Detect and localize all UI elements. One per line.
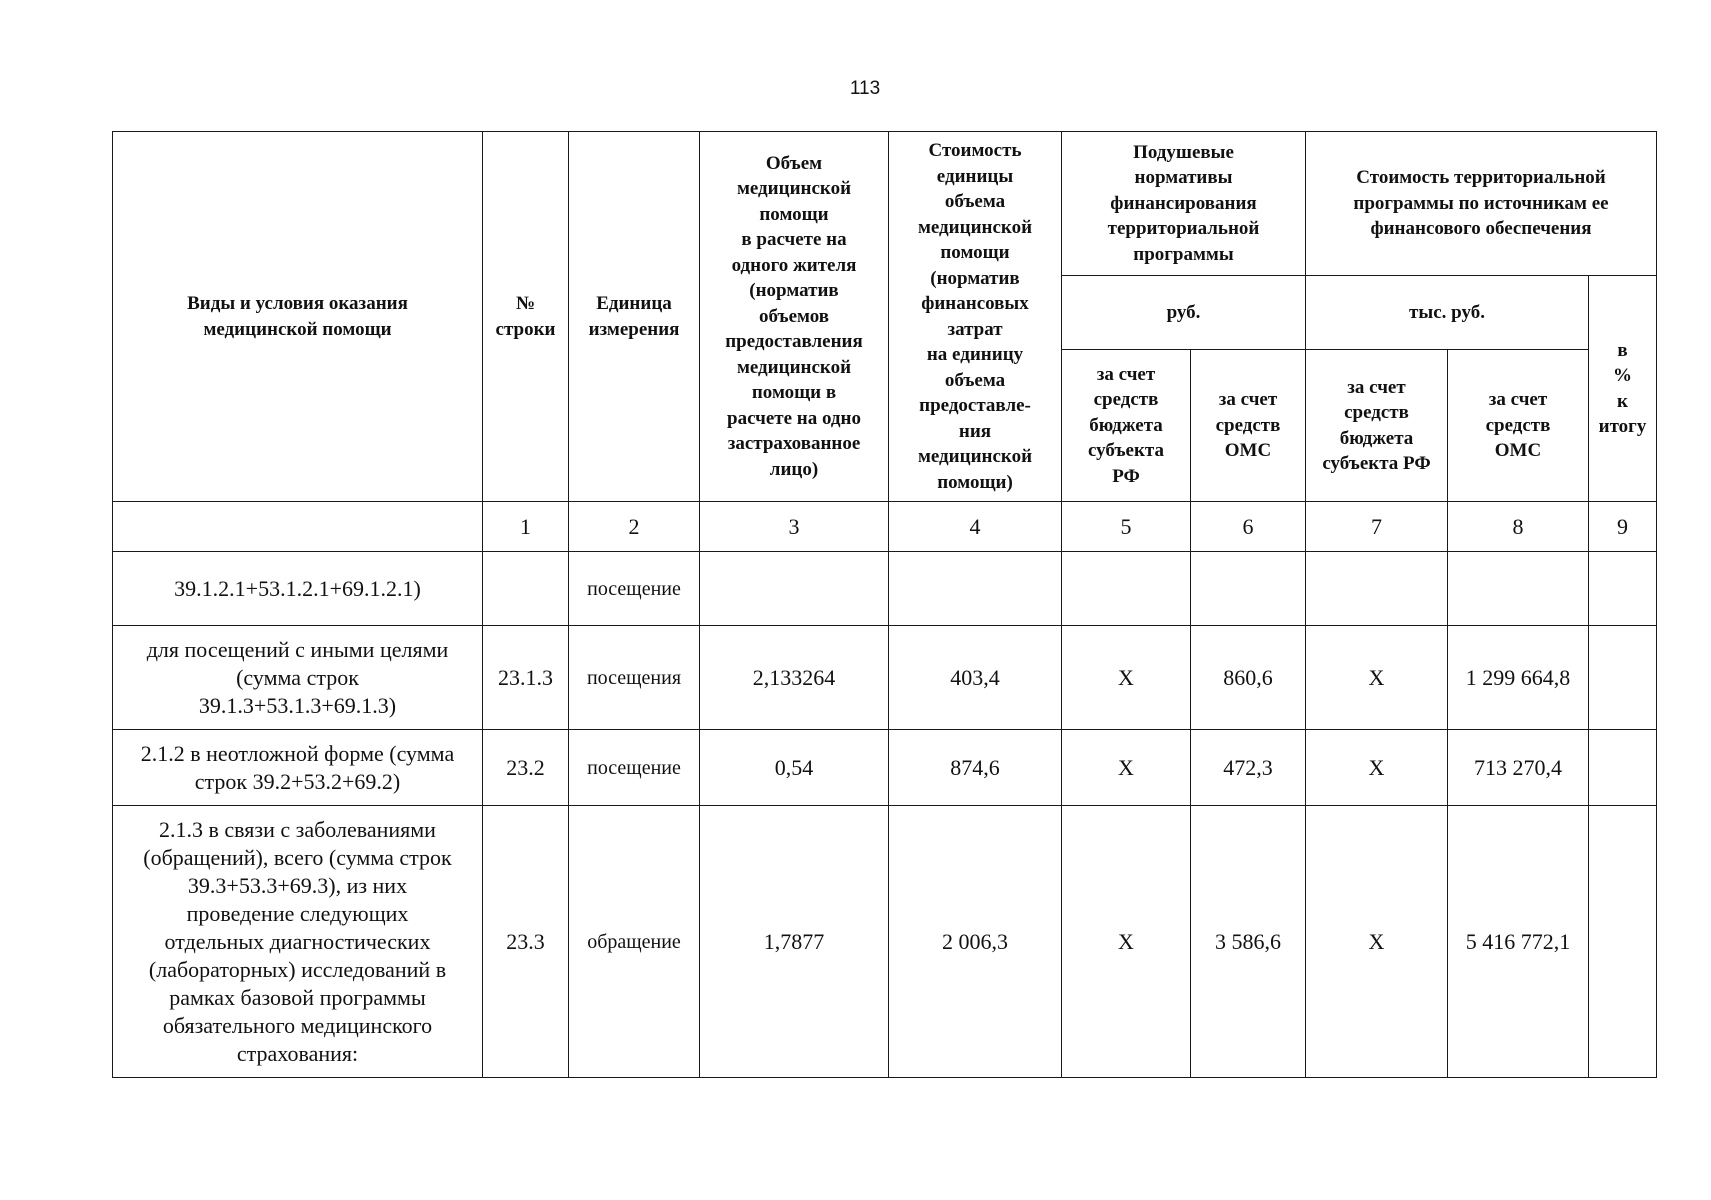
header-rub: руб.: [1062, 276, 1306, 350]
cell-oms: [1191, 552, 1306, 626]
column-number: 2: [569, 502, 700, 552]
cell-budget-rf: X: [1062, 730, 1191, 806]
table-row: [113, 552, 1657, 626]
cell-row-number: 23.3: [483, 806, 569, 1078]
cell-oms-2: 1 299 664,8: [1448, 626, 1589, 730]
program-cost-table: [112, 131, 1657, 1078]
column-number: 5: [1062, 502, 1191, 552]
cell-percent: [1589, 626, 1657, 730]
header-unit-cost: Стоимость единицы объема медицинской помощи (норматив финансовых затрат на единицу объема предоставле- ния медицинской помощи): [889, 132, 1062, 502]
cell-oms-2: 5 416 772,1: [1448, 806, 1589, 1078]
table-row: [113, 626, 1657, 730]
header-per-capita: Подушевые нормативы финансирования территориальной программы: [1062, 132, 1306, 276]
column-numbers-row: [113, 502, 1657, 552]
cell-percent: [1589, 730, 1657, 806]
cell-budget-rf-2: X: [1306, 806, 1448, 1078]
header-thous-rub: тыс. руб.: [1306, 276, 1589, 350]
cell-unit-cost: [889, 552, 1062, 626]
cell-unit-cost: 874,6: [889, 730, 1062, 806]
header-volume: Объем медицинской помощи в расчете на одного жителя (норматив объемов предоставления медицинской помощи в расчете на одно застрахованное лицо): [700, 132, 889, 502]
cell-unit-cost: 2 006,3: [889, 806, 1062, 1078]
cell-kind: 2.1.3 в связи с заболеваниями (обращений), всего (сумма строк 39.3+53.3+69.3), из них проведение следующих отдельных диагностических (лабораторных) исследований в рамках базовой программы обязательного медицинского страхования:: [113, 806, 483, 1078]
cell-row-number: 23.1.3: [483, 626, 569, 730]
column-number: 3: [700, 502, 889, 552]
column-number: 9: [1589, 502, 1657, 552]
column-number: 8: [1448, 502, 1589, 552]
cell-oms: 3 586,6: [1191, 806, 1306, 1078]
cell-budget-rf: [1062, 552, 1191, 626]
cell-unit: посещения: [569, 626, 700, 730]
cell-oms-2: [1448, 552, 1589, 626]
cell-volume: 1,7877: [700, 806, 889, 1078]
cell-kind: для посещений с иными целями (сумма строк 39.1.3+53.1.3+69.1.3): [113, 626, 483, 730]
table-row: [113, 730, 1657, 806]
header-program-cost: Стоимость территориальной программы по источникам ее финансового обеспечения: [1306, 132, 1657, 276]
cell-percent: [1589, 552, 1657, 626]
cell-row-number: [483, 552, 569, 626]
cell-budget-rf-2: X: [1306, 626, 1448, 730]
cell-budget-rf: X: [1062, 626, 1191, 730]
cell-kind: 2.1.2 в неотложной форме (сумма строк 39.2+53.2+69.2): [113, 730, 483, 806]
header-budget-rf: за счет средств бюджета субъекта РФ: [1062, 350, 1191, 502]
cell-budget-rf: X: [1062, 806, 1191, 1078]
cell-kind: 39.1.2.1+53.1.2.1+69.1.2.1): [113, 552, 483, 626]
column-number: 7: [1306, 502, 1448, 552]
cell-row-number: 23.2: [483, 730, 569, 806]
cell-volume: 2,133264: [700, 626, 889, 730]
cell-oms: 472,3: [1191, 730, 1306, 806]
cell-volume: [700, 552, 889, 626]
column-number: [113, 502, 483, 552]
cell-oms: 860,6: [1191, 626, 1306, 730]
table-row: [113, 806, 1657, 1078]
column-number: 6: [1191, 502, 1306, 552]
cell-unit: посещение: [569, 552, 700, 626]
cell-unit: посещение: [569, 730, 700, 806]
cell-oms-2: 713 270,4: [1448, 730, 1589, 806]
column-number: 4: [889, 502, 1062, 552]
cell-volume: 0,54: [700, 730, 889, 806]
cell-percent: [1589, 806, 1657, 1078]
cell-unit-cost: 403,4: [889, 626, 1062, 730]
page-number: 113: [849, 78, 881, 99]
header-oms-2: за счет средств ОМС: [1448, 350, 1589, 502]
header-unit: Единица измерения: [569, 132, 700, 502]
header-oms: за счет средств ОМС: [1191, 350, 1306, 502]
header-percent: в % к итогу: [1589, 276, 1657, 502]
cell-unit: обращение: [569, 806, 700, 1078]
header-row-number: № строки: [483, 132, 569, 502]
cell-budget-rf-2: [1306, 552, 1448, 626]
header-budget-rf-2: за счет средств бюджета субъекта РФ: [1306, 350, 1448, 502]
header-kind: Виды и условия оказания медицинской помощи: [113, 132, 483, 502]
cell-budget-rf-2: X: [1306, 730, 1448, 806]
column-number: 1: [483, 502, 569, 552]
